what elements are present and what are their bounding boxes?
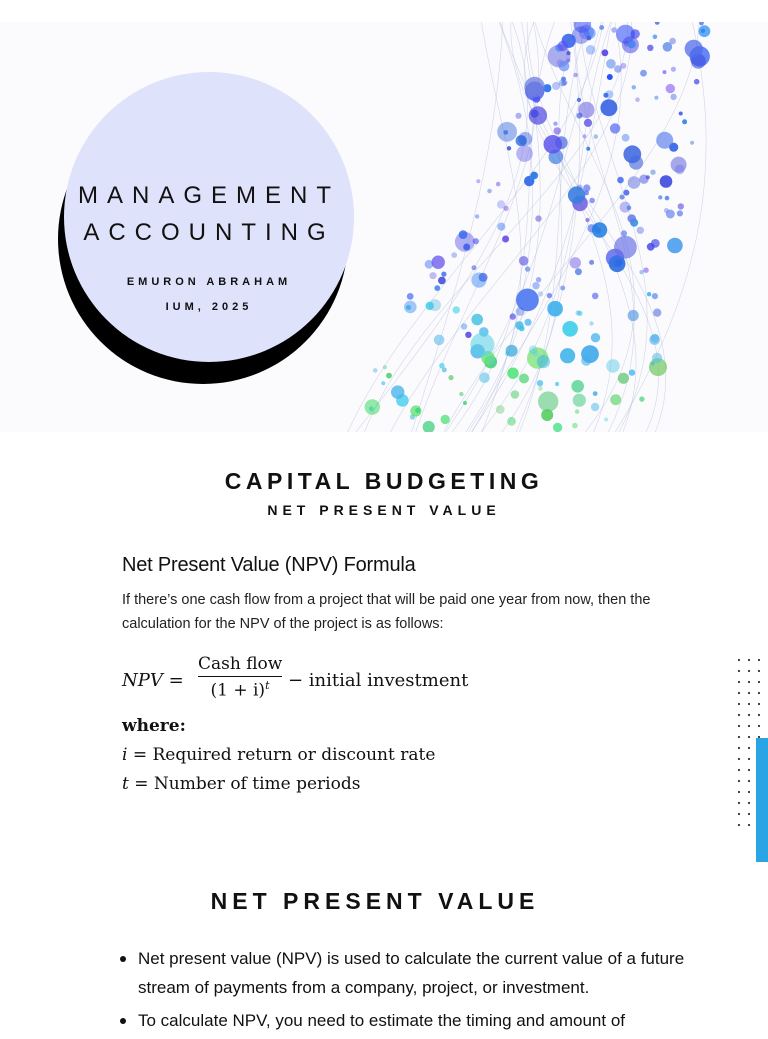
bubble [667,238,683,254]
overview-heading: NET PRESENT VALUE [210,888,540,914]
grid-dot [738,670,740,672]
bubble [690,141,694,145]
institution-year: IUM, 2025 [165,301,253,313]
formula-title: Net Present Value (NPV) Formula [122,554,416,576]
bubble [671,157,687,173]
grid-dot [738,714,740,716]
bubble [669,38,676,45]
bubble [629,369,635,375]
grid-dot [748,725,750,727]
bubble [383,365,387,369]
bubble [670,94,676,100]
bubble [653,309,661,317]
npv-overview-slide [0,862,768,1030]
bubble [497,223,505,231]
bubble [434,285,440,291]
bubble [471,314,483,326]
definition-text: = Required return or discount rate [132,745,436,765]
bubble [524,319,531,326]
bubble [699,25,711,37]
grid-dot [748,813,750,815]
bubble [594,134,599,139]
grid-dot [758,703,760,705]
bubble [391,385,404,398]
bubble [415,408,420,413]
grid-dot [738,780,740,782]
npv-formula-slide [0,432,768,862]
bubble [607,74,613,80]
bubble [407,293,414,300]
bubble [627,214,636,223]
bubble [507,146,511,150]
bubble [547,293,552,298]
bubble [496,405,505,414]
bubble [617,177,624,184]
bubble [677,210,683,216]
grid-dot [748,659,750,661]
bubble [547,301,563,317]
grid-dot [738,758,740,760]
grid-dot [738,692,740,694]
grid-dot [748,692,750,694]
grid-dot [758,659,760,661]
bubble [515,113,521,119]
grid-dot [738,791,740,793]
bubble [507,368,518,379]
bubble [650,170,655,175]
grid-dot [748,703,750,705]
bubble [640,70,647,77]
bubble [560,286,565,291]
bubble [487,189,492,194]
grid-dot [748,769,750,771]
grid-dot [748,670,750,672]
bubble [439,363,445,369]
bubble [544,135,563,154]
bubble [685,40,703,58]
bubble [584,119,592,127]
bubble [516,307,525,316]
definition-text: = Number of time periods [134,774,361,794]
bubble [489,358,495,364]
bubble [649,334,660,345]
bubble [473,238,479,244]
bubble [586,45,596,55]
bubble [570,257,581,268]
bubble [611,27,617,33]
grid-dot [748,681,750,683]
bubble [470,333,494,357]
bubble [647,45,653,51]
bubble [461,323,467,329]
denominator-base: (1 + i) [210,680,266,701]
bubble [529,106,547,124]
bubble [381,381,385,385]
bubble [600,99,617,116]
grid-dot [738,824,740,826]
grid-dot [758,725,760,727]
bubble [386,373,392,379]
bubble [581,345,599,363]
bubble [628,310,639,321]
grid-dot [738,802,740,804]
bubble [553,122,557,126]
equation-numerator: Cash flow [198,654,282,677]
formula-intro: If there’s one cash flow from a project that will be paid one year from now, then the calculation for the NPV of the project is as follows: [122,592,651,632]
bubble [507,417,516,426]
grid-dot [748,714,750,716]
bubble [555,382,559,386]
grid-dot [758,692,760,694]
bubble [652,353,662,363]
bubble [614,236,637,259]
title-circle [64,72,354,362]
bubble [627,206,632,211]
bubble [563,80,568,85]
bubble [583,134,587,138]
bubble [656,132,673,149]
bubble [699,22,704,25]
bubble [620,195,625,200]
bubble [441,415,450,424]
bubble [571,380,584,393]
equation-denominator [198,677,282,701]
bubble [627,40,635,48]
grid-dot [758,681,760,683]
bubble [653,35,658,40]
bubble [559,61,570,72]
title-slide [0,22,768,432]
bubble [553,423,562,432]
bubble [576,113,582,119]
author-name: EMURON ABRAHAM [126,276,292,288]
bubble [453,306,460,313]
bubble [660,175,673,188]
definition-symbol: t [122,774,129,794]
grid-dot [738,747,740,749]
denominator-exponent: t [265,679,270,692]
bubble [623,190,629,196]
bubble [632,85,636,89]
bubble [365,399,380,414]
grid-dot [758,670,760,672]
variable-definitions [122,712,435,799]
bubble [568,186,585,203]
grid-dot [738,703,740,705]
bubble [373,368,378,373]
section-heading: CAPITAL BUDGETING [224,468,544,494]
title-line-2: ACCOUNTING [83,219,335,246]
bullet-item: Net present value (NPV) is used to calculate the current value of a future stream of payments from a company, project, or investment. [118,944,698,1002]
bubble [471,273,486,288]
bubble [503,206,508,211]
flow-line [416,22,539,432]
bubble [463,244,470,251]
bubble [519,374,529,384]
bubble [606,359,620,373]
bubble [654,96,658,100]
bubble [602,49,609,56]
bubble [637,227,644,234]
bubble [592,222,607,237]
grid-dot [738,813,740,815]
bubble [655,22,660,25]
bubble [516,145,533,162]
bubble [404,301,417,314]
bubble [541,409,553,421]
bubble [599,25,604,30]
bubble [591,333,600,342]
bubble [510,313,516,319]
bubble [610,394,621,405]
bubble [584,28,595,39]
bubble [554,127,561,134]
bubble [614,65,622,73]
bubble [682,119,687,124]
bubble [575,409,580,414]
bubble [535,215,541,221]
bubble [529,345,538,354]
bubble [646,175,650,179]
bubble [441,272,446,277]
bubble [562,321,578,337]
bubble [618,373,629,384]
grid-dot [738,736,740,738]
bubble [603,93,608,98]
bubble [639,270,643,274]
bubble [658,195,662,199]
bubble [678,203,684,209]
bubble [586,147,590,151]
bubble [577,98,581,102]
bubble [459,392,463,396]
bubble [604,418,608,422]
bubble [537,380,543,386]
flow-line [446,22,602,432]
bubble [429,299,441,311]
bubble [518,132,532,146]
bubble [519,256,529,266]
bubble [451,252,457,258]
bubble [511,390,520,399]
bubble [647,243,655,251]
where-label: where: [122,716,186,736]
bubble [502,236,509,243]
bubble [593,391,598,396]
bubble [647,292,651,296]
bubble [505,351,510,356]
bubble [639,396,644,401]
bubble [635,97,640,102]
bubble [575,268,582,275]
accent-bar [756,738,768,865]
bubble [531,172,538,179]
bubble [560,348,575,363]
bubble [589,198,595,204]
bubble [610,123,620,133]
equation-lhs: NPV = [122,670,184,691]
bubble [623,145,641,163]
bubble [694,79,700,85]
bubble [643,267,649,273]
grid-dot [738,681,740,683]
bubble [671,67,676,72]
bubble [532,282,539,289]
bubble [583,184,590,191]
bubble [538,291,543,296]
bubble [592,293,599,300]
bubble [666,210,675,219]
bubble [538,386,543,391]
bubble [438,277,446,285]
bubble [497,122,517,142]
bubble [573,394,586,407]
grid-dot [748,780,750,782]
grid-dot [748,758,750,760]
grid-dot [738,659,740,661]
bubble [519,326,525,332]
bubble [622,134,630,142]
bubble [589,321,593,325]
bubble [496,182,501,187]
bubble [465,332,471,338]
grid-dot [748,802,750,804]
bubble [476,179,480,183]
overview-bullets [118,944,698,1039]
bubble [615,259,623,267]
equation-fraction [198,654,282,701]
grid-dot [738,769,740,771]
bubble [524,77,545,98]
bubble [576,310,581,315]
bubble [628,176,641,189]
flow-line [412,22,503,432]
bubble [585,218,589,222]
definition-t [122,770,435,799]
bubble [621,230,627,236]
bubble [537,355,550,368]
bubble [591,403,599,411]
bubble [679,112,683,116]
bubble [558,41,568,51]
bubble [463,401,467,405]
grid-dot [748,791,750,793]
bubble [423,421,435,432]
bubble [573,73,578,78]
definition-symbol: i [122,745,128,765]
section-subheading: NET PRESENT VALUE [267,502,501,518]
grid-dot [748,824,750,826]
definition-i [122,741,435,770]
bubble [538,391,558,411]
bubble [663,70,667,74]
bubble [665,196,670,201]
bubble [429,272,436,279]
bubble [434,335,445,346]
bullet-item: To calculate NPV, you need to estimate the timing and amount of [118,1006,698,1035]
bubble [525,266,530,271]
equation-rhs: − initial investment [288,670,469,691]
bubble [652,293,658,299]
bubble [572,423,578,429]
bubble [479,372,490,383]
bubble [606,59,616,69]
bubble [459,230,468,239]
bubble [475,214,479,218]
grid-dot [748,747,750,749]
grid-dot [738,725,740,727]
grid-dot [758,714,760,716]
bubble [552,82,560,90]
bubble [666,84,675,93]
bubble [432,256,445,269]
bubble [472,265,477,270]
bubble [589,260,594,265]
grid-dot [748,736,750,738]
bubble [536,277,541,282]
bubble [448,375,453,380]
title-line-1: MANAGEMENT [77,182,340,209]
